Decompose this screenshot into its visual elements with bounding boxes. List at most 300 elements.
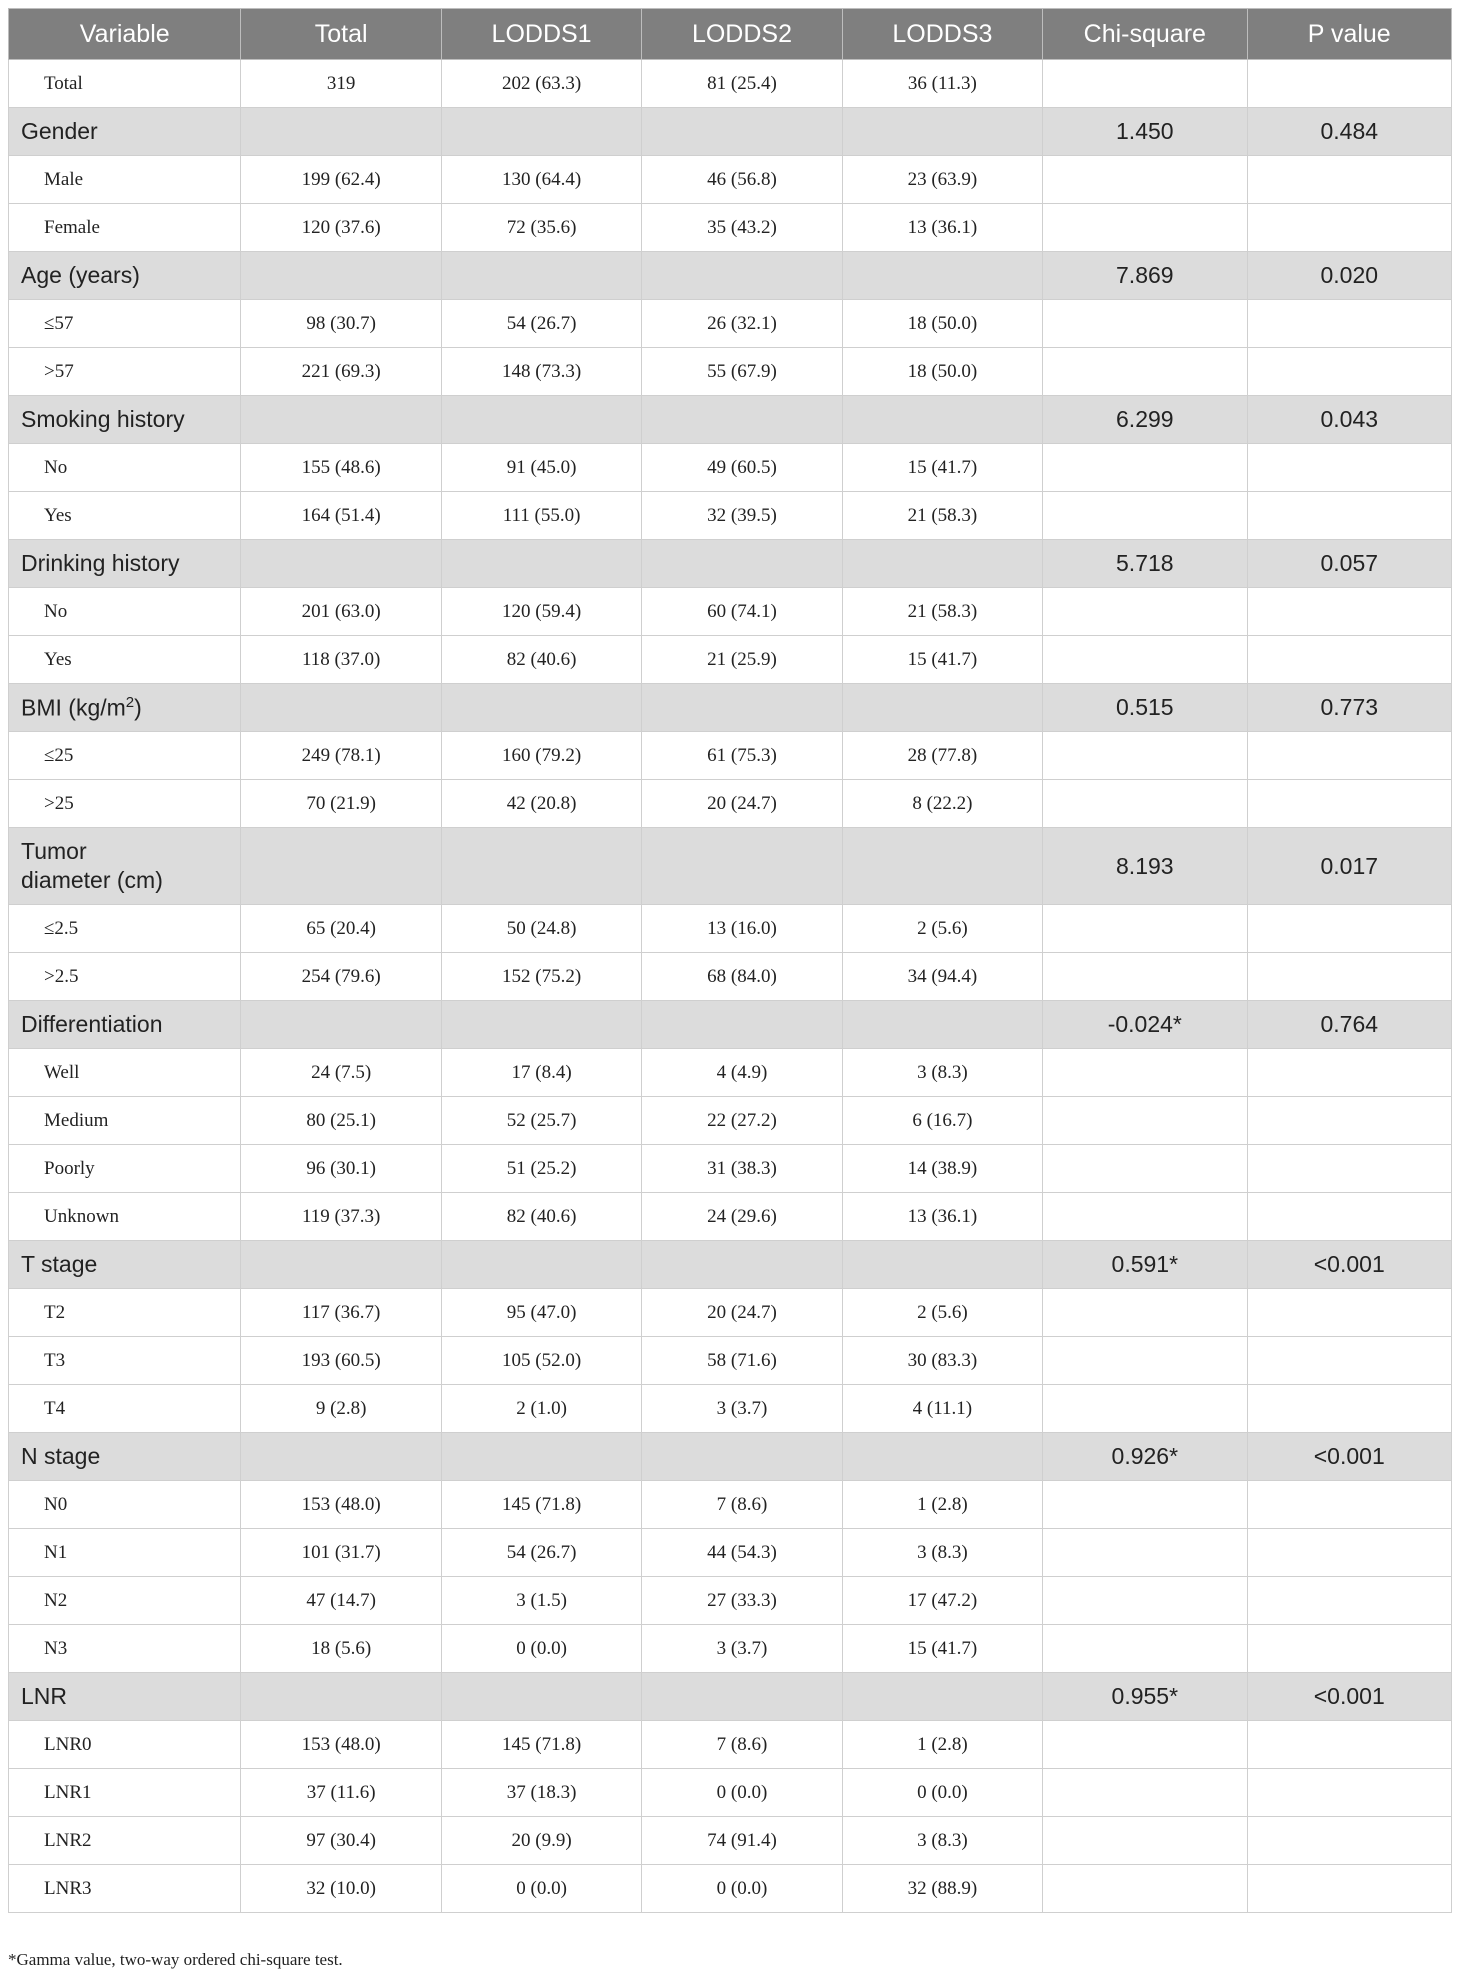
group-empty-cell (441, 684, 641, 732)
cell-total: 155 (48.6) (241, 444, 441, 492)
row-label: >2.5 (9, 953, 241, 1001)
cell-total: 32 (10.0) (241, 1865, 441, 1913)
group-empty-cell (642, 684, 842, 732)
table-row (9, 1817, 1452, 1865)
group-empty-cell (441, 1433, 641, 1481)
group-empty-cell (642, 1433, 842, 1481)
cell-p-value (1247, 1481, 1451, 1529)
cell-total: 47 (14.7) (241, 1577, 441, 1625)
group-chi-square: 6.299 (1043, 396, 1247, 444)
table-row (9, 1289, 1452, 1337)
cell-total: 249 (78.1) (241, 732, 441, 780)
cell-lodds1: 148 (73.3) (441, 348, 641, 396)
cell-chi-square (1043, 780, 1247, 828)
group-title-superscript: 2 (125, 693, 135, 711)
cell-p-value (1247, 636, 1451, 684)
cell-lodds2: 27 (33.3) (642, 1577, 842, 1625)
cell-total: 120 (37.6) (241, 204, 441, 252)
table-row (9, 1145, 1452, 1193)
cell-total: 97 (30.4) (241, 1817, 441, 1865)
cell-lodds1: 145 (71.8) (441, 1721, 641, 1769)
row-label: >57 (9, 348, 241, 396)
row-label: LNR0 (9, 1721, 241, 1769)
cell-lodds1: 37 (18.3) (441, 1769, 641, 1817)
cell-lodds2: 3 (3.7) (642, 1625, 842, 1673)
cell-chi-square (1043, 156, 1247, 204)
table-row (9, 1769, 1452, 1817)
cell-total: 9 (2.8) (241, 1385, 441, 1433)
total-row (9, 60, 1452, 108)
cell-total: 96 (30.1) (241, 1145, 441, 1193)
cell-chi-square (1043, 1049, 1247, 1097)
cell-chi-square (1043, 444, 1247, 492)
cell-lodds3: 15 (41.7) (842, 1625, 1042, 1673)
row-label: No (9, 588, 241, 636)
cell-total: 221 (69.3) (241, 348, 441, 396)
cell-lodds1: 130 (64.4) (441, 156, 641, 204)
cell-total: 37 (11.6) (241, 1769, 441, 1817)
cell-lodds1: 105 (52.0) (441, 1337, 641, 1385)
cell-lodds1: 95 (47.0) (441, 1289, 641, 1337)
cell-total: 70 (21.9) (241, 780, 441, 828)
cell-p-value (1247, 444, 1451, 492)
group-header-row (9, 1241, 1452, 1289)
cell-lodds1: 50 (24.8) (441, 905, 641, 953)
cell-lodds1: 17 (8.4) (441, 1049, 641, 1097)
table-row (9, 1577, 1452, 1625)
group-p-value: 0.764 (1247, 1001, 1451, 1049)
cell-p-value (1247, 348, 1451, 396)
cell-lodds1: 120 (59.4) (441, 588, 641, 636)
group-empty-cell (842, 1433, 1042, 1481)
group-title-text: Age (years) (21, 262, 140, 288)
footnote: *Gamma value, two-way ordered chi-square test. (8, 1950, 343, 1969)
cell-lodds2: 21 (25.9) (642, 636, 842, 684)
cell-lodds2: 7 (8.6) (642, 1481, 842, 1529)
cell-total: 65 (20.4) (241, 905, 441, 953)
cell-lodds2: 7 (8.6) (642, 1721, 842, 1769)
group-empty-cell (642, 252, 842, 300)
group-title-text: Tumor (21, 838, 87, 864)
cell-chi-square (1043, 1529, 1247, 1577)
group-empty-cell (241, 684, 441, 732)
group-header-row (9, 828, 1452, 905)
group-chi-square: 5.718 (1043, 540, 1247, 588)
cell-chi-square (1043, 1193, 1247, 1241)
row-label: Unknown (9, 1193, 241, 1241)
cell-total: 24 (7.5) (241, 1049, 441, 1097)
cell-p-value (1247, 300, 1451, 348)
cell-p-value (1247, 953, 1451, 1001)
cell-lodds1: 52 (25.7) (441, 1097, 641, 1145)
group-empty-cell (241, 1241, 441, 1289)
group-empty-cell (642, 396, 842, 444)
row-label: N3 (9, 1625, 241, 1673)
group-p-value: 0.484 (1247, 108, 1451, 156)
group-empty-cell (441, 396, 641, 444)
cell-chi-square (1043, 1721, 1247, 1769)
group-p-value: <0.001 (1247, 1241, 1451, 1289)
cell-total: 199 (62.4) (241, 156, 441, 204)
cell-chi-square (1043, 588, 1247, 636)
cell-lodds2: 22 (27.2) (642, 1097, 842, 1145)
cell-lodds3: 3 (8.3) (842, 1529, 1042, 1577)
row-label: No (9, 444, 241, 492)
group-title (9, 1673, 241, 1721)
group-empty-cell (441, 828, 641, 905)
group-header-row (9, 396, 1452, 444)
cell-lodds1: 20 (9.9) (441, 1817, 641, 1865)
row-label: ≤57 (9, 300, 241, 348)
group-empty-cell (241, 1433, 441, 1481)
group-title (9, 828, 241, 905)
cell-lodds3: 3 (8.3) (842, 1049, 1042, 1097)
cell-lodds2: 49 (60.5) (642, 444, 842, 492)
group-title (9, 396, 241, 444)
row-label: N2 (9, 1577, 241, 1625)
cell-p-value (1247, 1145, 1451, 1193)
table-row (9, 1097, 1452, 1145)
cell-total: 101 (31.7) (241, 1529, 441, 1577)
row-label: ≤25 (9, 732, 241, 780)
group-title-text: Drinking history (21, 550, 180, 576)
cell-total: 201 (63.0) (241, 588, 441, 636)
cell-lodds2: 26 (32.1) (642, 300, 842, 348)
cell-lodds2: 35 (43.2) (642, 204, 842, 252)
row-label: Yes (9, 636, 241, 684)
group-empty-cell (441, 540, 641, 588)
table-row (9, 732, 1452, 780)
group-empty-cell (241, 828, 441, 905)
group-title (9, 540, 241, 588)
cell-p-value (1247, 204, 1451, 252)
group-chi-square: 0.515 (1043, 684, 1247, 732)
cell-chi-square (1043, 60, 1247, 108)
cell-lodds3: 3 (8.3) (842, 1817, 1042, 1865)
cell-lodds1: 152 (75.2) (441, 953, 641, 1001)
cell-chi-square (1043, 1625, 1247, 1673)
group-header-row (9, 1673, 1452, 1721)
cell-lodds1: 54 (26.7) (441, 1529, 641, 1577)
table-row (9, 492, 1452, 540)
group-chi-square: 8.193 (1043, 828, 1247, 905)
cell-total: 164 (51.4) (241, 492, 441, 540)
row-label: N1 (9, 1529, 241, 1577)
row-label: T2 (9, 1289, 241, 1337)
cell-chi-square (1043, 1577, 1247, 1625)
group-chi-square: 1.450 (1043, 108, 1247, 156)
group-chi-square: 7.869 (1043, 252, 1247, 300)
group-empty-cell (842, 1241, 1042, 1289)
row-label: >25 (9, 780, 241, 828)
cell-lodds3: 0 (0.0) (842, 1769, 1042, 1817)
cell-total: 193 (60.5) (241, 1337, 441, 1385)
cell-lodds2: 4 (4.9) (642, 1049, 842, 1097)
cell-lodds2: 58 (71.6) (642, 1337, 842, 1385)
cell-p-value (1247, 780, 1451, 828)
row-label: T4 (9, 1385, 241, 1433)
row-label: LNR2 (9, 1817, 241, 1865)
group-empty-cell (842, 540, 1042, 588)
group-chi-square: 0.926* (1043, 1433, 1247, 1481)
row-label: LNR3 (9, 1865, 241, 1913)
row-label: Total (9, 60, 241, 108)
cell-lodds3: 30 (83.3) (842, 1337, 1042, 1385)
cell-lodds2: 46 (56.8) (642, 156, 842, 204)
group-title (9, 1001, 241, 1049)
cell-lodds3: 1 (2.8) (842, 1481, 1042, 1529)
data-table (8, 8, 1452, 1913)
group-title-text: Differentiation (21, 1011, 163, 1037)
cell-total: 153 (48.0) (241, 1481, 441, 1529)
cell-lodds3: 18 (50.0) (842, 300, 1042, 348)
row-label: Medium (9, 1097, 241, 1145)
cell-lodds2: 31 (38.3) (642, 1145, 842, 1193)
group-p-value: 0.057 (1247, 540, 1451, 588)
cell-p-value (1247, 1193, 1451, 1241)
cell-lodds3: 23 (63.9) (842, 156, 1042, 204)
cell-chi-square (1043, 348, 1247, 396)
cell-lodds2: 81 (25.4) (642, 60, 842, 108)
group-empty-cell (642, 540, 842, 588)
cell-lodds3: 2 (5.6) (842, 1289, 1042, 1337)
header-row (9, 9, 1452, 60)
cell-lodds1: 91 (45.0) (441, 444, 641, 492)
cell-chi-square (1043, 1385, 1247, 1433)
group-empty-cell (241, 108, 441, 156)
cell-lodds1: 42 (20.8) (441, 780, 641, 828)
table-row (9, 1049, 1452, 1097)
cell-total: 118 (37.0) (241, 636, 441, 684)
cell-lodds2: 32 (39.5) (642, 492, 842, 540)
cell-chi-square (1043, 1817, 1247, 1865)
table-row (9, 1865, 1452, 1913)
group-chi-square: 0.591* (1043, 1241, 1247, 1289)
cell-p-value (1247, 60, 1451, 108)
table-row (9, 1625, 1452, 1673)
cell-lodds1: 0 (0.0) (441, 1625, 641, 1673)
cell-p-value (1247, 156, 1451, 204)
group-empty-cell (441, 252, 641, 300)
group-title-text: Gender (21, 118, 98, 144)
header-total: Total (241, 9, 441, 60)
group-title-text: T stage (21, 1251, 98, 1277)
cell-lodds2: 20 (24.7) (642, 1289, 842, 1337)
group-header-row (9, 108, 1452, 156)
cell-lodds1: 111 (55.0) (441, 492, 641, 540)
cell-lodds3: 1 (2.8) (842, 1721, 1042, 1769)
cell-total: 319 (241, 60, 441, 108)
group-title-text: Smoking history (21, 406, 185, 432)
header-chi-square: Chi-square (1043, 9, 1247, 60)
row-label: T3 (9, 1337, 241, 1385)
cell-p-value (1247, 1049, 1451, 1097)
cell-lodds2: 13 (16.0) (642, 905, 842, 953)
group-p-value: 0.043 (1247, 396, 1451, 444)
group-header-row (9, 540, 1452, 588)
group-empty-cell (642, 828, 842, 905)
cell-p-value (1247, 1769, 1451, 1817)
group-empty-cell (842, 396, 1042, 444)
table-row (9, 300, 1452, 348)
header-lodds1: LODDS1 (441, 9, 641, 60)
cell-chi-square (1043, 1481, 1247, 1529)
row-label: Female (9, 204, 241, 252)
group-empty-cell (842, 1001, 1042, 1049)
cell-lodds2: 60 (74.1) (642, 588, 842, 636)
cell-chi-square (1043, 300, 1247, 348)
cell-chi-square (1043, 1865, 1247, 1913)
group-empty-cell (642, 108, 842, 156)
group-empty-cell (441, 1241, 641, 1289)
table-row (9, 780, 1452, 828)
cell-chi-square (1043, 1145, 1247, 1193)
table-row (9, 905, 1452, 953)
cell-total: 117 (36.7) (241, 1289, 441, 1337)
group-empty-cell (241, 1673, 441, 1721)
group-title-text: N stage (21, 1443, 101, 1469)
cell-lodds3: 8 (22.2) (842, 780, 1042, 828)
header-lodds3: LODDS3 (842, 9, 1042, 60)
cell-p-value (1247, 1097, 1451, 1145)
table-row (9, 204, 1452, 252)
group-p-value: <0.001 (1247, 1433, 1451, 1481)
group-empty-cell (842, 108, 1042, 156)
cell-lodds2: 61 (75.3) (642, 732, 842, 780)
group-title-line2: diameter (cm) (21, 867, 163, 893)
table-row (9, 444, 1452, 492)
group-empty-cell (842, 684, 1042, 732)
group-title-text: BMI (kg/m (21, 694, 126, 721)
table-row (9, 348, 1452, 396)
table-row (9, 1337, 1452, 1385)
cell-lodds3: 6 (16.7) (842, 1097, 1042, 1145)
cell-p-value (1247, 905, 1451, 953)
group-header-row (9, 1001, 1452, 1049)
row-label: Yes (9, 492, 241, 540)
cell-lodds3: 32 (88.9) (842, 1865, 1042, 1913)
group-empty-cell (441, 108, 641, 156)
group-empty-cell (842, 1673, 1042, 1721)
cell-lodds2: 20 (24.7) (642, 780, 842, 828)
row-label: ≤2.5 (9, 905, 241, 953)
cell-chi-square (1043, 732, 1247, 780)
cell-lodds1: 72 (35.6) (441, 204, 641, 252)
group-p-value: <0.001 (1247, 1673, 1451, 1721)
table-row (9, 1385, 1452, 1433)
cell-lodds1: 3 (1.5) (441, 1577, 641, 1625)
cell-lodds1: 202 (63.3) (441, 60, 641, 108)
cell-lodds1: 54 (26.7) (441, 300, 641, 348)
header-lodds2: LODDS2 (642, 9, 842, 60)
cell-lodds3: 14 (38.9) (842, 1145, 1042, 1193)
cell-lodds1: 51 (25.2) (441, 1145, 641, 1193)
cell-lodds3: 13 (36.1) (842, 1193, 1042, 1241)
group-empty-cell (441, 1001, 641, 1049)
group-chi-square: 0.955* (1043, 1673, 1247, 1721)
cell-p-value (1247, 1529, 1451, 1577)
cell-chi-square (1043, 492, 1247, 540)
cell-p-value (1247, 1289, 1451, 1337)
table-row (9, 588, 1452, 636)
group-chi-square: -0.024* (1043, 1001, 1247, 1049)
group-empty-cell (842, 828, 1042, 905)
cell-p-value (1247, 1337, 1451, 1385)
cell-chi-square (1043, 1289, 1247, 1337)
group-empty-cell (642, 1673, 842, 1721)
cell-lodds2: 44 (54.3) (642, 1529, 842, 1577)
group-title (9, 1241, 241, 1289)
table-container (8, 8, 1452, 1913)
group-empty-cell (241, 1001, 441, 1049)
row-label: Well (9, 1049, 241, 1097)
cell-lodds2: 74 (91.4) (642, 1817, 842, 1865)
cell-lodds3: 34 (94.4) (842, 953, 1042, 1001)
cell-lodds2: 55 (67.9) (642, 348, 842, 396)
group-title (9, 108, 241, 156)
cell-lodds3: 15 (41.7) (842, 636, 1042, 684)
cell-lodds1: 2 (1.0) (441, 1385, 641, 1433)
group-empty-cell (842, 252, 1042, 300)
group-empty-cell (241, 540, 441, 588)
group-title-text: LNR (21, 1683, 68, 1709)
cell-lodds3: 21 (58.3) (842, 588, 1042, 636)
table-row (9, 1481, 1452, 1529)
cell-lodds2: 24 (29.6) (642, 1193, 842, 1241)
cell-p-value (1247, 492, 1451, 540)
group-header-row (9, 1433, 1452, 1481)
group-empty-cell (642, 1241, 842, 1289)
cell-lodds1: 82 (40.6) (441, 1193, 641, 1241)
cell-p-value (1247, 1385, 1451, 1433)
group-header-row (9, 252, 1452, 300)
cell-lodds3: 13 (36.1) (842, 204, 1042, 252)
cell-lodds3: 15 (41.7) (842, 444, 1042, 492)
group-empty-cell (241, 252, 441, 300)
cell-p-value (1247, 732, 1451, 780)
cell-p-value (1247, 1577, 1451, 1625)
row-label: Poorly (9, 1145, 241, 1193)
cell-chi-square (1043, 1097, 1247, 1145)
cell-chi-square (1043, 905, 1247, 953)
group-header-row (9, 684, 1452, 732)
cell-p-value (1247, 1817, 1451, 1865)
cell-p-value (1247, 1865, 1451, 1913)
cell-chi-square (1043, 636, 1247, 684)
group-title (9, 252, 241, 300)
cell-total: 119 (37.3) (241, 1193, 441, 1241)
group-empty-cell (441, 1673, 641, 1721)
table-row (9, 156, 1452, 204)
group-p-value: 0.020 (1247, 252, 1451, 300)
cell-lodds3: 17 (47.2) (842, 1577, 1042, 1625)
cell-total: 80 (25.1) (241, 1097, 441, 1145)
header-p-value: P value (1247, 9, 1451, 60)
cell-lodds3: 21 (58.3) (842, 492, 1042, 540)
cell-chi-square (1043, 953, 1247, 1001)
cell-lodds3: 2 (5.6) (842, 905, 1042, 953)
cell-p-value (1247, 588, 1451, 636)
cell-lodds1: 0 (0.0) (441, 1865, 641, 1913)
table-row (9, 1721, 1452, 1769)
row-label: LNR1 (9, 1769, 241, 1817)
cell-lodds2: 68 (84.0) (642, 953, 842, 1001)
row-label: N0 (9, 1481, 241, 1529)
cell-total: 18 (5.6) (241, 1625, 441, 1673)
cell-chi-square (1043, 1769, 1247, 1817)
cell-lodds1: 82 (40.6) (441, 636, 641, 684)
cell-p-value (1247, 1625, 1451, 1673)
